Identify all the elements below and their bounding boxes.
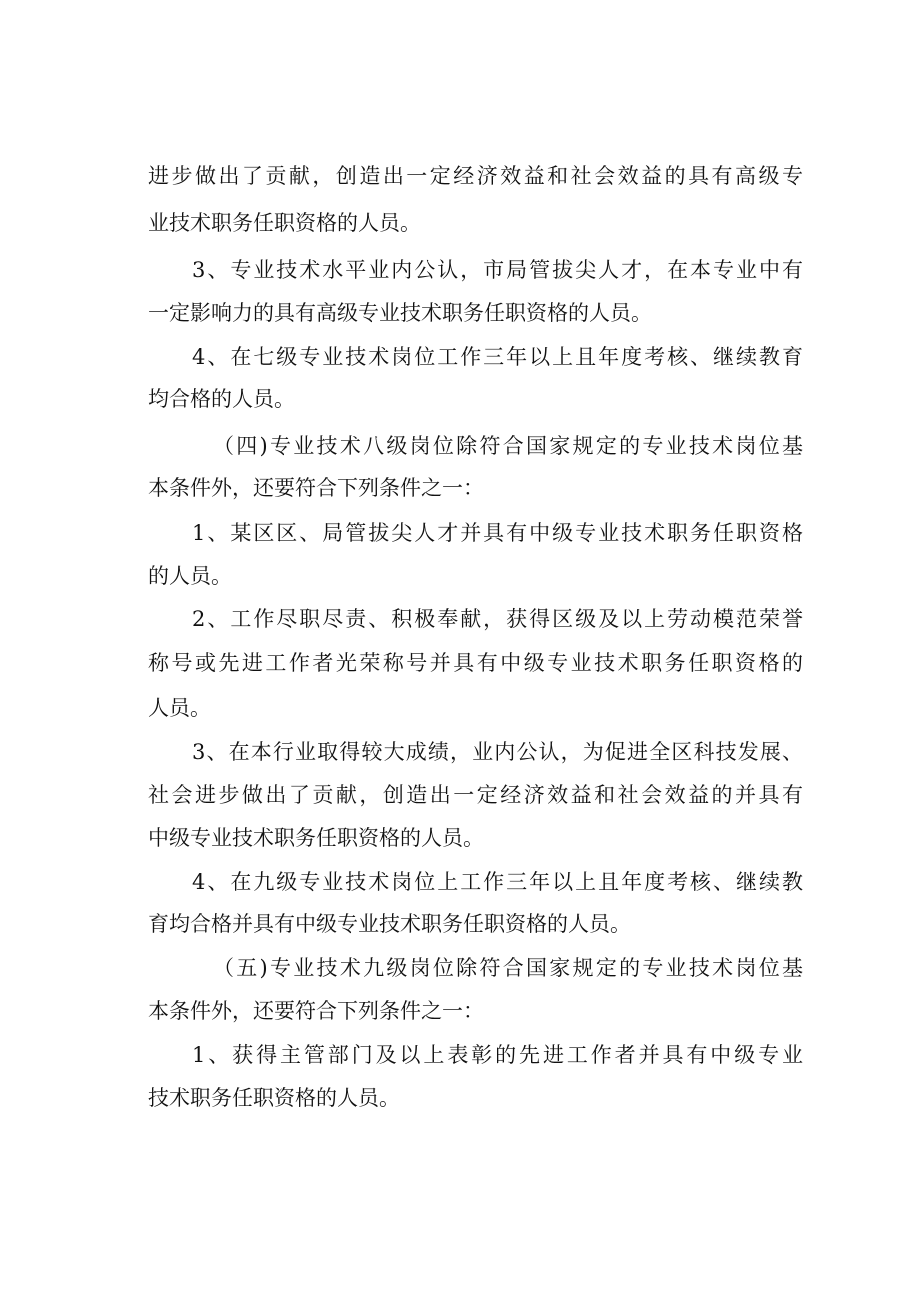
paragraph-line: 1、获得主管部门及以上表彰的先进工作者并具有中级专业 (192, 1043, 803, 1067)
paragraph-line: 进步做出了贡献，创造出一定经济效益和社会效益的具有高级专 (148, 164, 803, 188)
paragraph-line: 均合格的人员。 (148, 387, 295, 411)
paragraph-line: 称号或先进工作者光荣称号并具有中级专业技术职务任职资格的 (148, 651, 803, 675)
paragraph-line: 2、工作尽职尽责、积极奉献，获得区级及以上劳动模范荣誉 (192, 607, 803, 631)
paragraph-line: 一定影响力的具有高级专业技术职务任职资格的人员。 (148, 301, 652, 325)
paragraph-line: 人员。 (148, 696, 211, 720)
paragraph-line: （五)专业技术九级岗位除符合国家规定的专业技术岗位基 (213, 956, 803, 980)
paragraph-line: 中级专业技术职务任职资格的人员。 (148, 826, 484, 850)
paragraph-line: （四)专业技术八级岗位除符合国家规定的专业技术岗位基 (213, 434, 803, 458)
paragraph-line: 本条件外，还要符合下列条件之一： (148, 476, 484, 500)
paragraph-line: 4、在九级专业技术岗位上工作三年以上且年度考核、继续教 (192, 870, 803, 894)
paragraph-line: 技术职务任职资格的人员。 (148, 1086, 400, 1110)
paragraph-line: 的人员。 (148, 564, 232, 588)
paragraph-line: 育均合格并具有中级专业技术职务任职资格的人员。 (148, 912, 631, 936)
paragraph-line: 本条件外，还要符合下列条件之一： (148, 999, 484, 1023)
paragraph-line: 4、在七级专业技术岗位工作三年以上且年度考核、继续教育 (192, 345, 803, 369)
paragraph-line: 业技术职务任职资格的人员。 (148, 211, 421, 235)
paragraph-line: 社会进步做出了贡献，创造出一定经济效益和社会效益的并具有 (148, 783, 803, 807)
paragraph-line: 3、在本行业取得较大成绩，业内公认，为促进全区科技发展、 (192, 740, 803, 764)
paragraph-line: 3、专业技术水平业内公认，市局管拔尖人才，在本专业中有 (192, 258, 803, 282)
paragraph-line: 1、某区区、局管拔尖人才并具有中级专业技术职务任职资格 (192, 521, 803, 545)
